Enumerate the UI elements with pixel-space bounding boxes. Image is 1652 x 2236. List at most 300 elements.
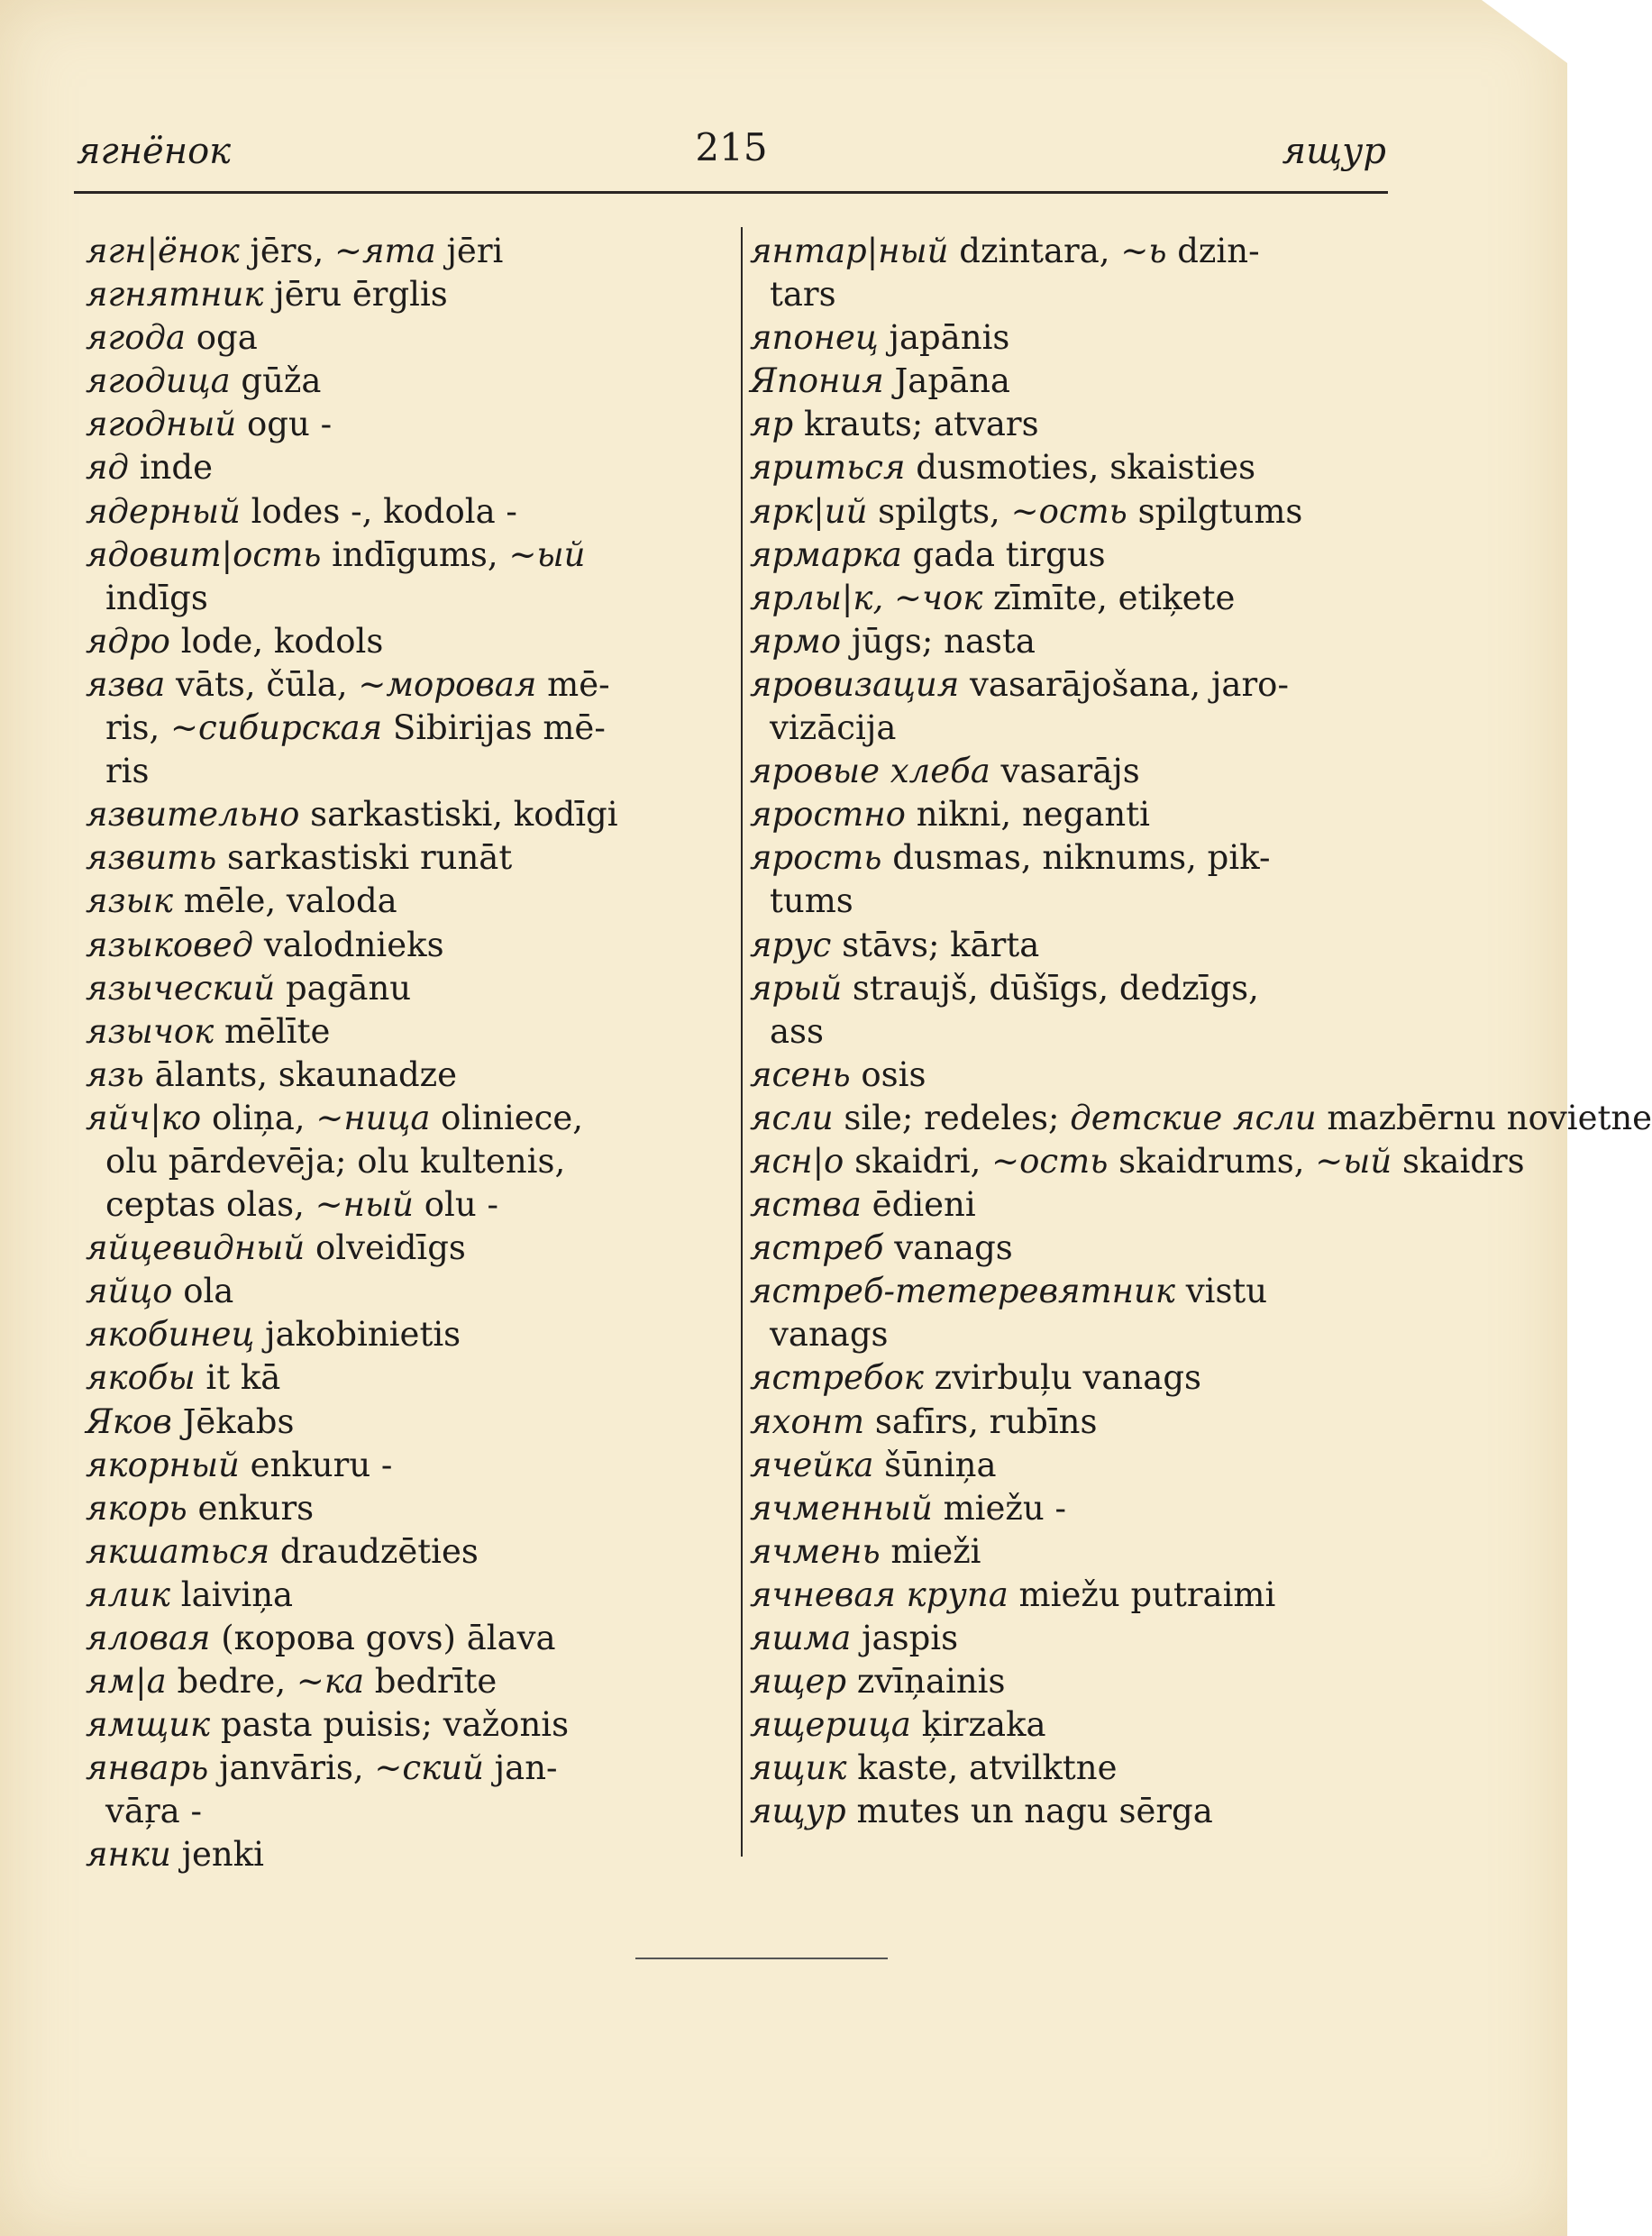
- latvian-translation: vasarājošana, jaro-: [969, 664, 1289, 704]
- entry-line: [86, 1054, 727, 1097]
- dictionary-entry: [750, 1270, 1390, 1356]
- russian-headword: ~ский: [374, 1748, 484, 1788]
- latvian-translation: spilgtums: [1137, 491, 1303, 531]
- russian-headword: ящерица: [750, 1705, 911, 1745]
- entry-line: [86, 360, 727, 403]
- dictionary-entry: [86, 403, 727, 446]
- dictionary-entry: [86, 273, 727, 316]
- dictionary-entry: [750, 1574, 1390, 1617]
- entry-line: [750, 1530, 1390, 1574]
- right-running-headword: ящур: [1282, 131, 1386, 172]
- latvian-translation: (корова govs) ālava: [221, 1619, 556, 1657]
- russian-headword: яловая: [86, 1619, 211, 1657]
- dictionary-entry: [750, 1660, 1390, 1703]
- russian-headword: ~ка: [296, 1662, 365, 1702]
- dictionary-entry: [86, 1054, 727, 1097]
- dictionary-entry: [86, 490, 727, 534]
- dictionary-entry: [86, 1703, 727, 1747]
- entry-line: [750, 1790, 1390, 1833]
- entry-line: [86, 1530, 727, 1574]
- latvian-translation: zvīņainis: [856, 1662, 1006, 1702]
- russian-headword: яровые хлеба: [750, 752, 990, 791]
- latvian-translation: dusmas, niknums, pik-: [892, 838, 1271, 878]
- dictionary-entry: [750, 1140, 1525, 1183]
- russian-headword: язычок: [86, 1011, 214, 1051]
- latvian-translation: ola: [183, 1272, 234, 1311]
- latvian-translation: zvirbuļu vanags: [934, 1358, 1201, 1398]
- russian-headword: якорь: [86, 1488, 187, 1528]
- latvian-translation: gada tirgus: [912, 534, 1106, 574]
- entry-line: [86, 1617, 727, 1660]
- latvian-translation: sile; redeles;: [844, 1098, 1060, 1137]
- russian-headword: яр: [750, 405, 794, 444]
- latvian-translation: enkurs: [197, 1488, 315, 1528]
- latvian-translation: ķirzaka: [921, 1705, 1046, 1745]
- entry-line: [86, 1574, 727, 1617]
- dictionary-entry: [750, 663, 1390, 750]
- russian-headword: ~ость: [1010, 491, 1127, 531]
- entry-line: [750, 1401, 1390, 1444]
- entry-line: [86, 924, 727, 967]
- dictionary-entry: [750, 534, 1390, 577]
- latvian-translation: pagānu: [285, 968, 412, 1008]
- latvian-translation: skaidri,: [854, 1141, 981, 1181]
- russian-headword: якорный: [86, 1445, 240, 1484]
- dictionary-entry: [86, 1530, 727, 1574]
- entry-line: [86, 1140, 727, 1183]
- latvian-translation: vanags: [770, 1315, 889, 1355]
- dictionary-entry: [86, 316, 727, 360]
- latvian-translation: mēle, valoda: [183, 881, 397, 921]
- latvian-translation: mieži: [890, 1531, 981, 1571]
- latvian-translation: sarkastiski, kodīgi: [310, 795, 618, 835]
- latvian-translation: vizācija: [770, 708, 897, 748]
- page-header: [77, 125, 1386, 185]
- russian-headword: яриться: [750, 448, 906, 488]
- dictionary-entry: [86, 620, 727, 663]
- russian-headword: Яков: [86, 1401, 172, 1441]
- entry-line: [86, 793, 727, 836]
- entry-line: [750, 446, 1390, 489]
- entry-line: [750, 1356, 1390, 1400]
- dictionary-entry: [750, 1444, 1390, 1487]
- dictionary-entry: [750, 1183, 1390, 1227]
- dictionary-entry: [86, 836, 727, 880]
- latvian-translation: vāŗa -: [105, 1792, 202, 1831]
- russian-headword: яйцевидный: [86, 1228, 306, 1268]
- latvian-translation: miežu putraimi: [1018, 1574, 1276, 1614]
- latvian-translation: vāts, čūla,: [176, 664, 348, 704]
- latvian-translation: ceptas olas,: [105, 1185, 305, 1225]
- latvian-translation: kaste, atvilktne: [857, 1748, 1118, 1788]
- russian-headword: ящур: [750, 1792, 846, 1831]
- russian-headword: ястребок: [750, 1358, 924, 1398]
- entry-line: [750, 1183, 1390, 1227]
- dictionary-entry: [86, 534, 727, 620]
- dictionary-entry: [86, 1227, 727, 1270]
- latvian-translation: Sibirijas mē-: [392, 708, 606, 748]
- russian-headword: ястреб-тетеревятник: [750, 1272, 1175, 1311]
- left-running-headword: ягнёнок: [77, 131, 232, 172]
- latvian-translation: dzintara,: [959, 232, 1110, 270]
- entry-line: [86, 1270, 727, 1313]
- russian-headword: янтар|ный: [750, 232, 949, 270]
- dictionary-entry: [750, 924, 1390, 967]
- dictionary-entry: [750, 1097, 1652, 1140]
- entry-line: [750, 1660, 1390, 1703]
- header-rule: [74, 191, 1388, 194]
- russian-headword: ясень: [750, 1054, 851, 1094]
- entry-line: [86, 534, 727, 577]
- entry-line: [86, 967, 727, 1010]
- entry-line: [86, 1313, 727, 1356]
- entry-line: [750, 534, 1390, 577]
- russian-headword: ялик: [86, 1574, 170, 1614]
- dictionary-entry: [86, 1313, 727, 1356]
- russian-headword: ящик: [750, 1748, 847, 1788]
- dictionary-entry: [86, 360, 727, 403]
- dictionary-entry: [86, 1097, 727, 1227]
- latvian-translation: oga: [196, 318, 258, 358]
- dictionary-entry: [86, 1487, 727, 1530]
- dictionary-entry: [86, 1401, 727, 1444]
- russian-headword: ~ница: [315, 1098, 431, 1137]
- latvian-translation: olveidīgs: [315, 1228, 466, 1268]
- dictionary-entry: [750, 316, 1390, 360]
- russian-headword: ящер: [750, 1662, 847, 1702]
- russian-headword: язык: [86, 881, 173, 921]
- latvian-translation: tums: [770, 881, 853, 921]
- latvian-translation: ogu -: [247, 405, 333, 444]
- russian-headword: ясли: [750, 1098, 834, 1137]
- dictionary-entry: [750, 1617, 1390, 1660]
- russian-headword: ~ый: [508, 534, 586, 574]
- entry-line: [86, 1703, 727, 1747]
- latvian-translation: inde: [139, 448, 213, 488]
- russian-headword: ~ята: [334, 232, 436, 270]
- latvian-translation: tars: [770, 275, 836, 315]
- latvian-translation: gūža: [241, 361, 322, 401]
- latvian-translation: jaspis: [862, 1619, 959, 1657]
- dictionary-entry: [750, 1054, 1390, 1097]
- latvian-translation: bedrīte: [374, 1662, 497, 1702]
- dictionary-entry: [750, 360, 1390, 403]
- dictionary-entry: [750, 1747, 1390, 1790]
- latvian-translation: draudzēties: [279, 1531, 479, 1571]
- entry-line: [86, 1097, 727, 1140]
- page-number: 215: [695, 125, 768, 169]
- latvian-translation: Jēkabs: [182, 1401, 295, 1441]
- russian-headword: ясли: [1233, 1098, 1317, 1137]
- entry-line: [750, 577, 1390, 620]
- entry-line: [86, 1356, 727, 1400]
- latvian-translation: janvāris,: [219, 1748, 364, 1788]
- russian-headword: ямщик: [86, 1705, 211, 1745]
- russian-headword: ярмо: [750, 621, 842, 661]
- dictionary-entry: [86, 1660, 727, 1703]
- dictionary-entry: [750, 446, 1390, 489]
- entry-line: [86, 230, 727, 273]
- russian-headword: янки: [86, 1835, 171, 1875]
- entry-line: [750, 1140, 1525, 1183]
- russian-headword: ягнятник: [86, 275, 264, 315]
- latvian-translation: valodnieks: [263, 925, 444, 964]
- latvian-translation: ass: [770, 1011, 825, 1051]
- russian-headword: ~ь: [1120, 232, 1167, 270]
- dictionary-entry: [86, 880, 727, 923]
- entry-line: [750, 1313, 1390, 1356]
- latvian-translation: mēlīte: [224, 1011, 331, 1051]
- entry-line: [750, 880, 1390, 923]
- entry-line: [86, 1444, 727, 1487]
- russian-headword: детские: [1070, 1098, 1223, 1137]
- latvian-translation: mē-: [547, 664, 610, 704]
- russian-headword: яйцо: [86, 1272, 173, 1311]
- latvian-translation: olu -: [424, 1185, 498, 1225]
- latvian-translation: enkuru -: [250, 1445, 393, 1484]
- latvian-translation: jenki: [181, 1835, 265, 1875]
- latvian-translation: oliniece,: [441, 1098, 584, 1137]
- dictionary-entry: [86, 1833, 727, 1876]
- entry-line: [750, 1270, 1390, 1313]
- latvian-translation: ris: [105, 752, 150, 791]
- latvian-translation: indīgums,: [332, 534, 498, 574]
- dictionary-entry: [86, 663, 727, 793]
- latvian-translation: ālants, skaunadze: [154, 1054, 458, 1094]
- russian-headword: яровизация: [750, 664, 960, 704]
- russian-headword: ~моровая: [358, 664, 537, 704]
- entry-line: [750, 707, 1390, 750]
- russian-headword: ~ость: [991, 1141, 1109, 1181]
- dictionary-entry: [750, 967, 1390, 1054]
- russian-headword: язвить: [86, 838, 217, 878]
- entry-line: [750, 1574, 1390, 1617]
- russian-headword: ярость: [750, 838, 882, 878]
- latvian-translation: bedre,: [177, 1662, 287, 1702]
- entry-line: [86, 577, 727, 620]
- entry-line: [750, 1747, 1390, 1790]
- latvian-translation: nikni, neganti: [916, 795, 1150, 835]
- column-divider: [741, 227, 743, 1857]
- russian-headword: язвительно: [86, 795, 300, 835]
- dictionary-entry: [86, 230, 727, 273]
- entry-line: [750, 273, 1390, 316]
- russian-headword: яшма: [750, 1619, 852, 1657]
- russian-headword: ~сибирская: [170, 708, 383, 748]
- dictionary-entry: [750, 577, 1390, 620]
- dictionary-entry: [86, 1356, 727, 1400]
- latvian-translation: miežu -: [943, 1488, 1066, 1528]
- latvian-translation: vasarājs: [1000, 752, 1140, 791]
- latvian-translation: jēri: [446, 232, 504, 270]
- russian-headword: ячмень: [750, 1531, 881, 1571]
- latvian-translation: laiviņa: [180, 1574, 294, 1614]
- russian-headword: ястреб: [750, 1228, 884, 1268]
- dictionary-entry: [750, 1401, 1390, 1444]
- latvian-translation: osis: [861, 1054, 926, 1094]
- dictionary-entry: [86, 446, 727, 489]
- entry-line: [750, 490, 1390, 534]
- entry-line: [86, 1401, 727, 1444]
- russian-headword: яйч|ко: [86, 1098, 202, 1137]
- latvian-translation: sarkastiski runāt: [227, 838, 513, 878]
- entry-line: [86, 1183, 727, 1227]
- entry-line: [86, 1790, 727, 1833]
- entry-line: [750, 793, 1390, 836]
- dictionary-entry: [750, 620, 1390, 663]
- dictionary-entry: [86, 1747, 727, 1833]
- entry-line: [750, 620, 1390, 663]
- entry-line: [750, 316, 1390, 360]
- latvian-translation: dusmoties, skaisties: [916, 448, 1256, 488]
- entry-line: [86, 446, 727, 489]
- russian-headword: ягн|ёнок: [86, 232, 240, 270]
- latvian-translation: jan-: [494, 1748, 558, 1788]
- entry-line: [750, 1227, 1390, 1270]
- dictionary-entry: [750, 1790, 1390, 1833]
- entry-line: [86, 750, 727, 793]
- entry-line: [750, 750, 1390, 793]
- entry-line: [750, 1703, 1390, 1747]
- russian-headword: январь: [86, 1748, 209, 1788]
- dictionary-entry: [750, 490, 1390, 534]
- entry-line: [750, 924, 1390, 967]
- latvian-translation: skaidrums,: [1118, 1141, 1305, 1181]
- dictionary-entry: [86, 967, 727, 1010]
- dictionary-entry: [750, 1227, 1390, 1270]
- latvian-translation: jēru ērglis: [274, 275, 448, 315]
- latvian-translation: pasta puisis; važonis: [220, 1705, 570, 1745]
- russian-headword: яростно: [750, 795, 906, 835]
- latvian-translation: mazbērnu novietne: [1327, 1098, 1652, 1137]
- latvian-translation: ris,: [105, 708, 160, 748]
- russian-headword: ягодица: [86, 361, 231, 401]
- left-column: [86, 230, 727, 1877]
- russian-headword: языковед: [86, 925, 254, 964]
- latvian-translation: japānis: [889, 318, 1010, 358]
- entry-line: [750, 1487, 1390, 1530]
- russian-headword: ям|а: [86, 1662, 167, 1702]
- russian-headword: японец: [750, 318, 879, 358]
- dictionary-entry: [86, 1444, 727, 1487]
- entry-line: [86, 1833, 727, 1876]
- dictionary-entry: [86, 793, 727, 836]
- latvian-translation: mutes un nagu sērga: [856, 1792, 1213, 1831]
- entry-line: [750, 1617, 1390, 1660]
- entry-line: [750, 230, 1390, 273]
- entry-line: [86, 1227, 727, 1270]
- russian-headword: яд: [86, 448, 129, 488]
- entry-line: [750, 967, 1390, 1010]
- entry-line: [86, 1660, 727, 1703]
- latvian-translation: vanags: [894, 1228, 1013, 1268]
- russian-headword: якшаться: [86, 1531, 270, 1571]
- latvian-translation: vistu: [1185, 1272, 1268, 1311]
- latvian-translation: jērs,: [250, 232, 324, 270]
- entry-line: [86, 836, 727, 880]
- russian-headword: язва: [86, 664, 166, 704]
- dictionary-entry: [750, 1703, 1390, 1747]
- latvian-translation: safīrs, rubīns: [874, 1401, 1098, 1441]
- russian-headword: ягода: [86, 318, 186, 358]
- russian-headword: ячменный: [750, 1488, 933, 1528]
- entry-line: [86, 620, 727, 663]
- latvian-translation: stāvs; kārta: [842, 925, 1040, 964]
- russian-headword: ядовит|ость: [86, 534, 322, 574]
- russian-headword: ячейка: [750, 1445, 874, 1484]
- russian-headword: якобинец: [86, 1315, 255, 1355]
- entry-line: [750, 360, 1390, 403]
- russian-headword: ~ный: [315, 1185, 415, 1225]
- dictionary-entry: [86, 1010, 727, 1054]
- entry-line: [86, 1010, 727, 1054]
- russian-headword: ядро: [86, 621, 170, 661]
- entry-line: [86, 403, 727, 446]
- entry-line: [750, 836, 1390, 880]
- entry-line: [86, 663, 727, 707]
- entry-line: [750, 1010, 1390, 1054]
- latvian-translation: olu pārdevēja; olu kultenis,: [105, 1141, 566, 1181]
- russian-headword: ярк|ий: [750, 491, 868, 531]
- entry-line: [750, 1097, 1652, 1140]
- entry-line: [86, 273, 727, 316]
- latvian-translation: krauts; atvars: [803, 405, 1039, 444]
- dictionary-entry: [750, 1487, 1390, 1530]
- russian-headword: ярмарка: [750, 534, 902, 574]
- russian-headword: яства: [750, 1185, 862, 1225]
- latvian-translation: straujš, dūšīgs, dedzīgs,: [852, 968, 1259, 1008]
- latvian-translation: jūgs; nasta: [851, 621, 1036, 661]
- latvian-translation: oliņa,: [211, 1098, 306, 1137]
- dictionary-entry: [86, 1270, 727, 1313]
- russian-headword: языческий: [86, 968, 276, 1008]
- latvian-translation: skaidrs: [1402, 1141, 1525, 1181]
- entry-line: [750, 403, 1390, 446]
- entry-line: [86, 316, 727, 360]
- latvian-translation: dzin-: [1177, 232, 1260, 270]
- entry-line: [86, 490, 727, 534]
- latvian-translation: ēdieni: [872, 1185, 976, 1225]
- russian-headword: ~чок: [893, 578, 983, 617]
- entry-line: [86, 707, 727, 750]
- dictionary-entry: [750, 1356, 1390, 1400]
- right-column: [750, 230, 1652, 1833]
- dictionary-entry: [750, 1530, 1390, 1574]
- latvian-translation: it kā: [205, 1358, 281, 1398]
- russian-headword: ярый: [750, 968, 843, 1008]
- dictionary-entry: [750, 230, 1390, 316]
- torn-corner: [1482, 0, 1567, 63]
- russian-headword: Япония: [750, 361, 884, 401]
- latvian-translation: spilgts,: [878, 491, 1000, 531]
- entry-line: [86, 1487, 727, 1530]
- dictionary-entry: [750, 836, 1390, 923]
- russian-headword: ячневая крупа: [750, 1574, 1009, 1614]
- latvian-translation: indīgs: [105, 578, 208, 617]
- russian-headword: ярус: [750, 925, 832, 964]
- latvian-translation: Japāna: [894, 361, 1010, 401]
- dictionary-entry: [750, 750, 1390, 793]
- latvian-translation: šūniņa: [884, 1445, 997, 1484]
- russian-headword: якобы: [86, 1358, 196, 1398]
- russian-headword: ярлы|к,: [750, 578, 884, 617]
- entry-line: [86, 880, 727, 923]
- entry-line: [86, 1747, 727, 1790]
- russian-headword: ~ый: [1315, 1141, 1392, 1181]
- russian-headword: язь: [86, 1054, 144, 1094]
- russian-headword: ясн|о: [750, 1141, 844, 1181]
- entry-line: [750, 1444, 1390, 1487]
